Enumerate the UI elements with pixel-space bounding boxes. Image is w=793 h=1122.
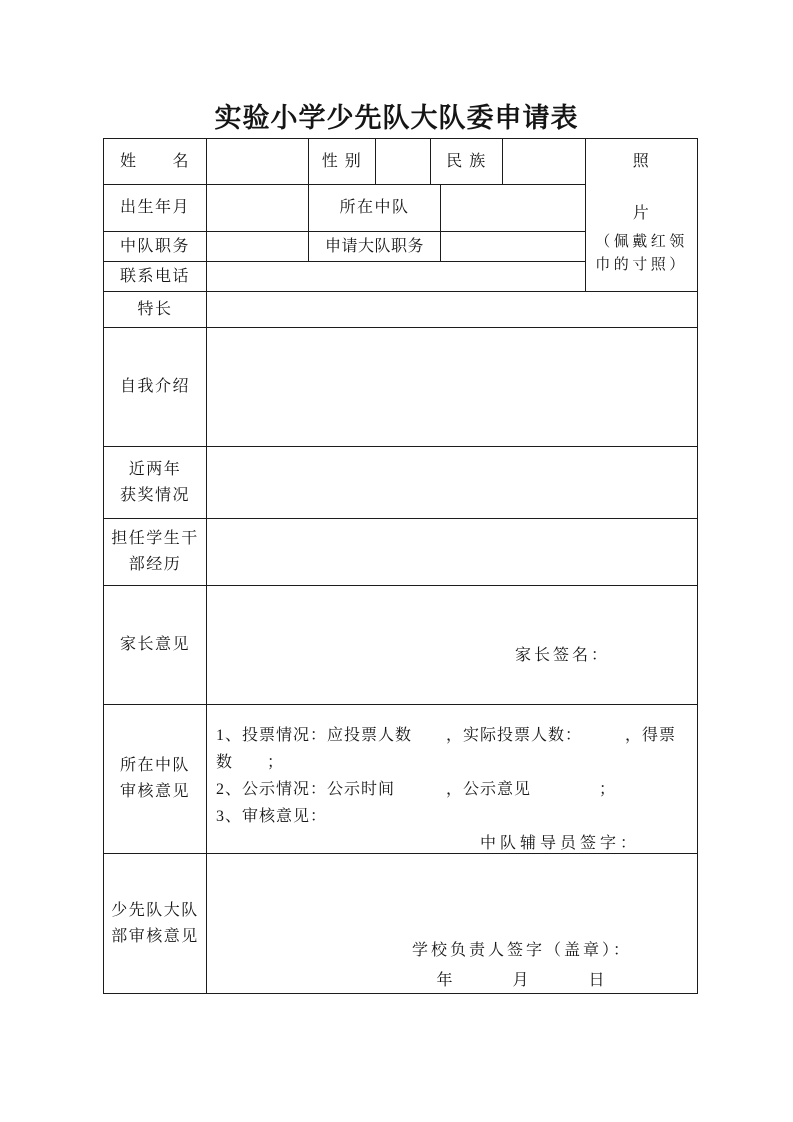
ethnicity-label: 民 族: [446, 152, 487, 170]
squadron-review-text: [207, 705, 697, 857]
specialty-label: 特长: [137, 300, 173, 318]
page-title: 实验小学少先队大队委申请表: [214, 103, 579, 133]
applied-role-label: 申请大队职务: [324, 237, 424, 255]
birth-label: 出生年月: [119, 199, 190, 216]
cadre-label-cell: [103, 518, 207, 586]
birth-value-cell[interactable]: [206, 184, 309, 232]
name-label: 姓 名: [119, 152, 190, 170]
squad-role-label: 中队职务: [119, 237, 190, 255]
photo-label-line2: 片: [632, 205, 651, 222]
photo-note: （佩戴红领巾的寸照）: [595, 234, 688, 273]
cadre-label-line1: 担任学生干: [111, 530, 199, 547]
squadron-review-label-cell: [103, 704, 207, 854]
squadron-value-cell[interactable]: [440, 184, 586, 232]
gender-value-cell[interactable]: [375, 138, 431, 185]
phone-label: 联系电话: [119, 267, 190, 285]
school-head-signature-label: 学校负责人签字（盖章）：: [411, 942, 632, 959]
parent-opinion-label: 家长意见: [119, 636, 190, 653]
review-line-opinion: 3、审核意见：: [216, 808, 328, 825]
brigade-review-label-line1: 少先队大队: [111, 901, 199, 919]
squadron-review-content-cell[interactable]: [206, 704, 698, 854]
brigade-signature-block: [357, 936, 687, 996]
review-line-voting-wrap: 数 ；: [216, 754, 285, 771]
brigade-review-content-cell[interactable]: [206, 853, 698, 994]
squadron-label-cell: [308, 184, 441, 232]
squadron-review-label-line2: 审核意见: [119, 783, 190, 800]
squad-role-value-cell[interactable]: [206, 231, 309, 262]
self-intro-label: 自我介绍: [119, 378, 190, 395]
applied-role-value-cell[interactable]: [440, 231, 586, 262]
brigade-review-label-line2: 部审核意见: [111, 927, 199, 945]
gender-label: 性 别: [321, 152, 363, 170]
cadre-label-line2: 部经历: [128, 556, 182, 573]
squadron-label: 所在中队: [339, 199, 410, 216]
application-form-table: [103, 138, 698, 994]
cadre-value-cell[interactable]: [206, 518, 698, 586]
applied-role-label-cell: [308, 231, 441, 262]
gender-label-cell: [308, 138, 376, 185]
specialty-label-cell: [103, 291, 207, 328]
awards-label-line2: 获奖情况: [119, 486, 190, 504]
review-line-publicity: 2、公示情况：公示时间 ，公示意见 ；: [216, 781, 617, 798]
parent-signature-label: 家长签名：: [515, 647, 611, 664]
ethnicity-label-cell: [430, 138, 503, 185]
self-intro-value-cell[interactable]: [206, 327, 698, 447]
squad-role-label-cell: [103, 231, 207, 262]
phone-label-cell: [103, 261, 207, 292]
name-label-cell: [103, 138, 207, 185]
photo-label-line1: 照: [632, 153, 651, 170]
review-line-voting: 1、投票情况：应投票人数 ，实际投票人数： ，得票: [216, 727, 677, 744]
self-intro-label-cell: [103, 327, 207, 447]
phone-value-cell[interactable]: [206, 261, 586, 292]
brigade-review-label-cell: [103, 853, 207, 994]
ethnicity-value-cell[interactable]: [502, 138, 586, 185]
photo-placeholder-cell[interactable]: [585, 138, 698, 292]
specialty-value-cell[interactable]: [206, 291, 698, 328]
birth-label-cell: [103, 184, 207, 232]
date-label: 年 月 日: [436, 972, 608, 989]
squadron-counselor-signature-label: 中队辅导员签字：: [480, 835, 641, 852]
parent-opinion-label-cell: [103, 585, 207, 705]
squadron-review-label-line1: 所在中队: [119, 757, 190, 774]
awards-label-cell: [103, 446, 207, 519]
parent-opinion-value-cell[interactable]: [206, 585, 698, 705]
name-value-cell[interactable]: [206, 138, 309, 185]
awards-value-cell[interactable]: [206, 446, 698, 519]
awards-label-line1: 近两年: [128, 460, 182, 478]
